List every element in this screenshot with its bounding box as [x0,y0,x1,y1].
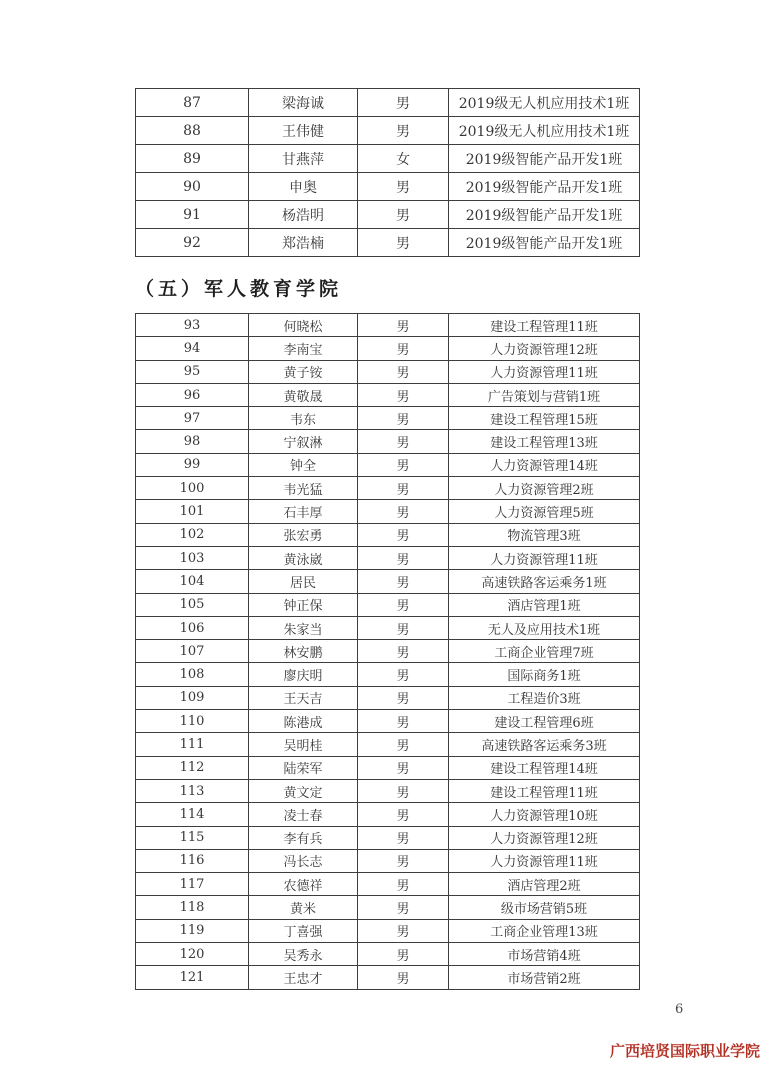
table-cell: 89 [136,145,249,173]
table-cell: 108 [136,663,249,686]
table-cell: 凌士春 [249,803,358,826]
section-heading: （五）军人教育学院 [135,278,343,300]
table-row [136,919,640,942]
table-cell: 男 [358,966,449,990]
table-cell: 申奥 [249,173,358,201]
table-row [136,453,640,476]
table-cell: 男 [358,407,449,430]
roster-table-continued [135,88,640,257]
table-cell: 121 [136,966,249,990]
table-row [136,314,640,337]
table-cell: 工商企业管理7班 [449,640,640,663]
footer-institution-name: 广西培贤国际职业学院 [609,1042,760,1060]
table-cell: 市场营销4班 [449,943,640,966]
table-cell: 97 [136,407,249,430]
table-cell: 94 [136,337,249,360]
table-cell: 男 [358,477,449,500]
table-cell: 男 [358,117,449,145]
table-cell: 93 [136,314,249,337]
table-row [136,546,640,569]
table-cell: 2019级智能产品开发1班 [449,201,640,229]
table-cell: 男 [358,430,449,453]
table-cell: 人力资源管理12班 [449,337,640,360]
table-cell: 118 [136,896,249,919]
table-row [136,826,640,849]
table-cell: 张宏勇 [249,523,358,546]
table-cell: 2019级智能产品开发1班 [449,229,640,257]
table-cell: 117 [136,873,249,896]
table-cell: 男 [358,546,449,569]
table-cell: 广告策划与营销1班 [449,383,640,406]
table-cell: 梁海诚 [249,89,358,117]
table-row [136,407,640,430]
table-row [136,686,640,709]
table-cell: 男 [358,337,449,360]
table-cell: 王天吉 [249,686,358,709]
table-cell: 建设工程管理11班 [449,779,640,802]
military-education-roster-table [135,313,640,990]
table-row [136,477,640,500]
table-cell: 人力资源管理11班 [449,849,640,872]
table-cell: 男 [358,733,449,756]
table-cell: 男 [358,201,449,229]
table-row [136,500,640,523]
table-cell: 男 [358,779,449,802]
table-cell: 95 [136,360,249,383]
table-row [136,733,640,756]
table-cell: 男 [358,919,449,942]
table-cell: 女 [358,145,449,173]
table-row [136,337,640,360]
table-cell: 102 [136,523,249,546]
table-cell: 吴明桂 [249,733,358,756]
table-cell: 男 [358,173,449,201]
table-row [136,896,640,919]
table-row [136,943,640,966]
table-cell: 男 [358,943,449,966]
table-cell: 建设工程管理13班 [449,430,640,453]
table-cell: 人力资源管理12班 [449,826,640,849]
table-cell: 男 [358,756,449,779]
table-cell: 郑浩楠 [249,229,358,257]
table-cell: 宁叙淋 [249,430,358,453]
table-cell: 李有兵 [249,826,358,849]
table-cell: 105 [136,593,249,616]
table-cell: 工商企业管理13班 [449,919,640,942]
table-cell: 男 [358,849,449,872]
military-education-roster-body [136,314,640,990]
table-row [136,710,640,733]
table-cell: 98 [136,430,249,453]
table-cell: 男 [358,616,449,639]
table-cell: 钟全 [249,453,358,476]
table-cell: 国际商务1班 [449,663,640,686]
table-cell: 林安鹏 [249,640,358,663]
table-cell: 103 [136,546,249,569]
table-cell: 黄子铵 [249,360,358,383]
table-row [136,966,640,990]
table-cell: 113 [136,779,249,802]
table-cell: 男 [358,640,449,663]
table-cell: 87 [136,89,249,117]
table-row [136,616,640,639]
table-cell: 黄文定 [249,779,358,802]
table-cell: 101 [136,500,249,523]
table-cell: 115 [136,826,249,849]
table-cell: 人力资源管理5班 [449,500,640,523]
table-cell: 无人及应用技术1班 [449,616,640,639]
table-cell: 2019级无人机应用技术1班 [449,117,640,145]
table-cell: 王伟健 [249,117,358,145]
table-cell: 韦光猛 [249,477,358,500]
table-cell: 2019级智能产品开发1班 [449,173,640,201]
table-row [136,779,640,802]
table-row [136,360,640,383]
table-cell: 96 [136,383,249,406]
table-row [136,803,640,826]
table-row [136,117,640,145]
table-cell: 男 [358,826,449,849]
table-cell: 陈港成 [249,710,358,733]
table-cell: 人力资源管理10班 [449,803,640,826]
table-cell: 男 [358,383,449,406]
table-cell: 农德祥 [249,873,358,896]
table-cell: 104 [136,570,249,593]
table-cell: 建设工程管理15班 [449,407,640,430]
table-cell: 朱家当 [249,616,358,639]
table-row [136,523,640,546]
table-cell: 116 [136,849,249,872]
table-cell: 石丰厚 [249,500,358,523]
table-cell: 119 [136,919,249,942]
table-cell: 酒店管理2班 [449,873,640,896]
table-cell: 高速铁路客运乘务1班 [449,570,640,593]
table-row [136,430,640,453]
table-cell: 100 [136,477,249,500]
table-cell: 甘燕萍 [249,145,358,173]
table-cell: 男 [358,314,449,337]
table-cell: 吴秀永 [249,943,358,966]
table-cell: 90 [136,173,249,201]
table-cell: 106 [136,616,249,639]
table-cell: 人力资源管理11班 [449,360,640,383]
table-row [136,145,640,173]
table-cell: 男 [358,453,449,476]
table-row [136,383,640,406]
table-cell: 人力资源管理11班 [449,546,640,569]
table-cell: 高速铁路客运乘务3班 [449,733,640,756]
table-cell: 工程造价3班 [449,686,640,709]
table-cell: 人力资源管理2班 [449,477,640,500]
table-cell: 男 [358,500,449,523]
table-cell: 建设工程管理11班 [449,314,640,337]
table-row [136,849,640,872]
table-cell: 109 [136,686,249,709]
table-row [136,201,640,229]
table-cell: 丁喜强 [249,919,358,942]
table-cell: 钟正保 [249,593,358,616]
table-cell: 级市场营销5班 [449,896,640,919]
table-cell: 黄米 [249,896,358,919]
table-row [136,89,640,117]
page-number: 6 [675,1002,684,1017]
table-cell: 物流管理3班 [449,523,640,546]
table-cell: 人力资源管理14班 [449,453,640,476]
table-cell: 107 [136,640,249,663]
table-cell: 何晓松 [249,314,358,337]
table-cell: 112 [136,756,249,779]
table-row [136,173,640,201]
table-cell: 男 [358,803,449,826]
table-cell: 王忠才 [249,966,358,990]
table-cell: 男 [358,686,449,709]
table-cell: 99 [136,453,249,476]
table-cell: 市场营销2班 [449,966,640,990]
table-cell: 居民 [249,570,358,593]
table-row [136,640,640,663]
table-cell: 91 [136,201,249,229]
table-cell: 冯长志 [249,849,358,872]
roster-table-continued-body [136,89,640,257]
table-cell: 男 [358,710,449,733]
table-cell: 111 [136,733,249,756]
table-cell: 114 [136,803,249,826]
table-cell: 酒店管理1班 [449,593,640,616]
table-cell: 建设工程管理6班 [449,710,640,733]
table-row [136,663,640,686]
table-row [136,570,640,593]
table-cell: 88 [136,117,249,145]
table-cell: 黄泳崴 [249,546,358,569]
table-cell: 男 [358,523,449,546]
table-cell: 杨浩明 [249,201,358,229]
table-cell: 李南宝 [249,337,358,360]
table-cell: 男 [358,570,449,593]
table-cell: 110 [136,710,249,733]
table-cell: 2019级无人机应用技术1班 [449,89,640,117]
table-cell: 韦东 [249,407,358,430]
table-cell: 男 [358,663,449,686]
table-cell: 黄敬晟 [249,383,358,406]
table-cell: 男 [358,360,449,383]
table-cell: 92 [136,229,249,257]
table-cell: 120 [136,943,249,966]
table-cell: 廖庆明 [249,663,358,686]
table-row [136,229,640,257]
table-cell: 陆荣军 [249,756,358,779]
table-cell: 2019级智能产品开发1班 [449,145,640,173]
table-cell: 男 [358,89,449,117]
table-row [136,593,640,616]
table-cell: 男 [358,873,449,896]
table-cell: 男 [358,896,449,919]
table-cell: 男 [358,593,449,616]
table-row [136,873,640,896]
table-cell: 男 [358,229,449,257]
table-row [136,756,640,779]
table-cell: 建设工程管理14班 [449,756,640,779]
